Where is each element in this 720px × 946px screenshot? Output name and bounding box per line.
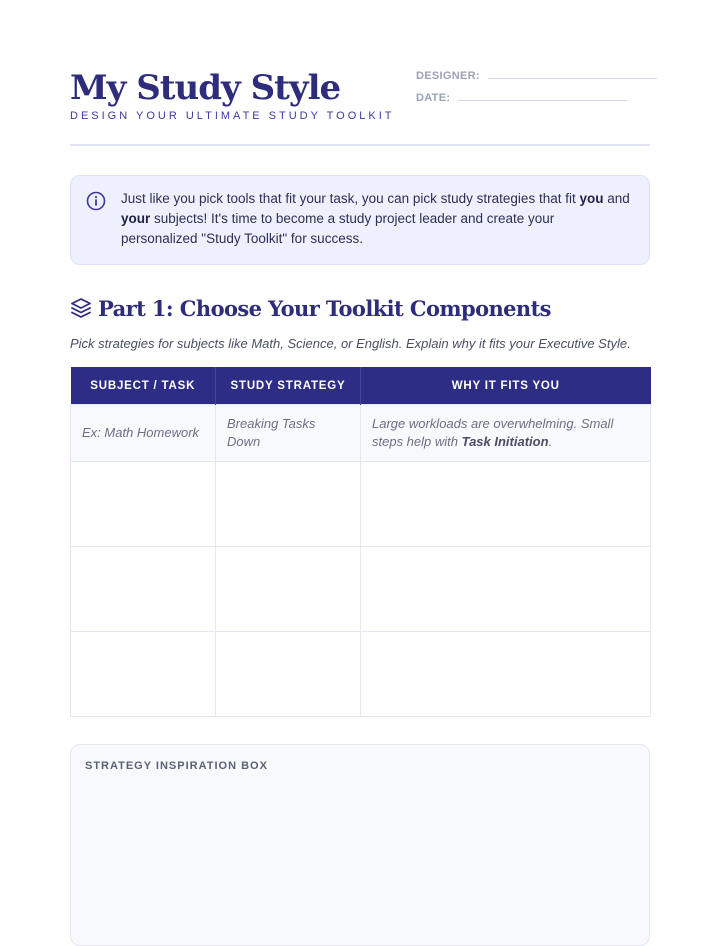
date-field[interactable] [416, 92, 627, 104]
info-bold-your: your [121, 211, 151, 226]
why-cell[interactable] [361, 462, 651, 547]
strategy-cell[interactable] [216, 462, 361, 547]
example-row [71, 405, 651, 462]
part1-heading [70, 292, 551, 324]
table-row [71, 632, 651, 717]
why-cell[interactable] [361, 547, 651, 632]
strategy-inspiration-box[interactable] [70, 744, 650, 946]
page-title: My Study Style [70, 68, 341, 108]
inspiration-label: STRATEGY INSPIRATION BOX [85, 760, 268, 772]
info-bold-you: you [579, 191, 604, 206]
toolkit-table [70, 367, 651, 717]
example-strategy: Breaking Tasks Down [216, 405, 361, 462]
header-strategy: STUDY STRATEGY [216, 367, 361, 405]
why-cell[interactable] [361, 632, 651, 717]
designer-line[interactable] [488, 78, 657, 79]
subject-cell[interactable] [71, 547, 216, 632]
part1-description: Pick strategies for subjects like Math, Science, or English. Explain why it fits your Executive Style. [70, 336, 631, 351]
subject-cell[interactable] [71, 462, 216, 547]
info-circle-icon [86, 191, 106, 211]
example-why: Large workloads are overwhelming. Small steps help with Task Initiation. [361, 405, 651, 462]
part1-title: Part 1: Choose Your Toolkit Components [98, 295, 551, 321]
header-why: WHY IT FITS YOU [361, 367, 651, 405]
table-row [71, 547, 651, 632]
layers-icon [70, 297, 92, 319]
table-header-row [71, 367, 651, 405]
table-row [71, 462, 651, 547]
example-subject: Ex: Math Homework [71, 405, 216, 462]
strategy-cell[interactable] [216, 632, 361, 717]
designer-label: DESIGNER: [416, 70, 480, 82]
date-line[interactable] [458, 100, 627, 101]
subject-cell[interactable] [71, 632, 216, 717]
header-subject: SUBJECT / TASK [71, 367, 216, 405]
designer-field[interactable] [416, 70, 657, 82]
header [70, 0, 650, 146]
page-subtitle: DESIGN YOUR ULTIMATE STUDY TOOLKIT [70, 110, 395, 122]
header-divider [70, 144, 650, 146]
info-box [70, 175, 650, 265]
strategy-cell[interactable] [216, 547, 361, 632]
info-text: Just like you pick tools that fit your task, you can pick study strategies that fit you and your subjects! It's time to become a study project leader and create your personalized "Study Toolkit" for success. [121, 191, 630, 246]
date-label: DATE: [416, 92, 451, 104]
